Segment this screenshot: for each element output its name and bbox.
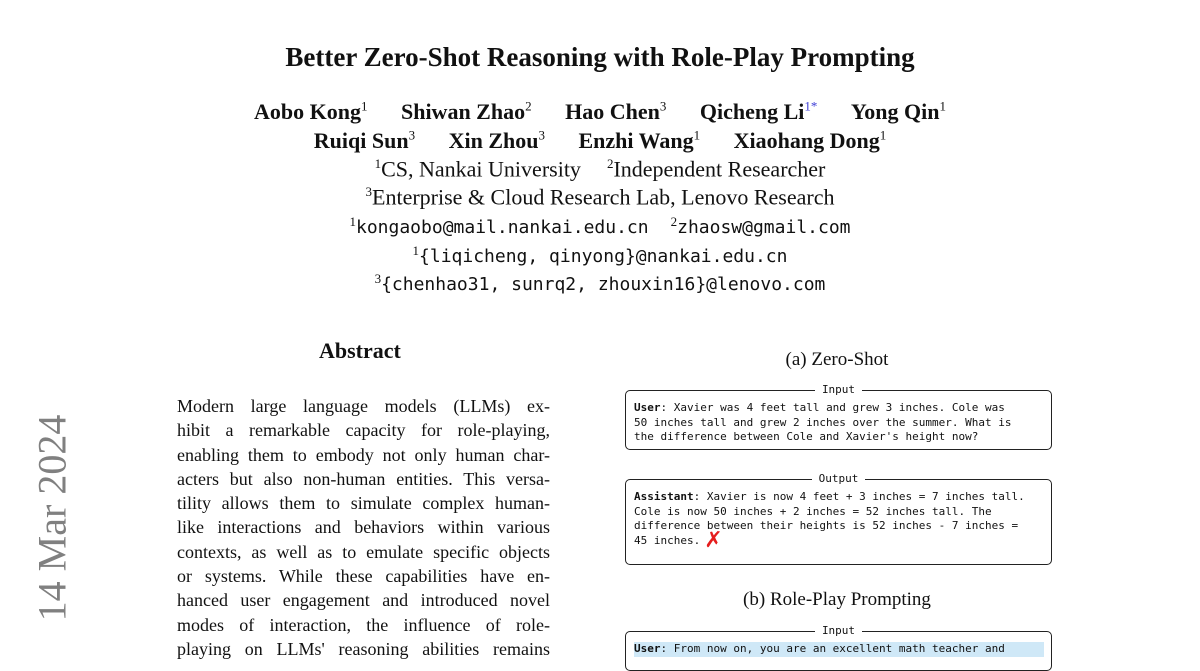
box-title: Input bbox=[815, 383, 862, 396]
zero-shot-input-box: Input User: Xavier was 4 feet tall and grew 3 inches. Cole was 50 inches tall and grew 2 inches over the summer. What is the difference between Cole and Xavier's height now? bbox=[625, 390, 1052, 450]
user-tag: User bbox=[634, 401, 661, 414]
affiliation-line-1: $^1$CS, Nankai University $^2$Independent Researcher bbox=[374, 156, 826, 182]
email-link[interactable]: {liqicheng, qinyong}@nankai.edu.cn bbox=[419, 246, 788, 267]
box-title: Output bbox=[812, 472, 866, 485]
abstract-line: Modern large language models (LLMs) ex- bbox=[177, 396, 550, 416]
box-title: Input bbox=[815, 624, 862, 637]
author: Qicheng $Li^{1*}$ bbox=[699, 99, 818, 125]
abstract-line: playing on LLMs' reasoning abilities remains bbox=[177, 638, 550, 659]
affiliation-line-2: $^3$Enterprise & Cloud Research Lab, Lenovo Research bbox=[365, 184, 835, 210]
abstract-line: tility allows them to simulate complex human- bbox=[177, 493, 550, 514]
figure-label-zero-shot: (a) Zero-Shot bbox=[785, 349, 889, 370]
email-link[interactable]: zhaosw@gmail.com bbox=[677, 217, 851, 238]
abstract-line: contexts, as well as to emulate specific objects bbox=[177, 541, 550, 562]
abstract-line: enabling them to embody not only human char- bbox=[177, 444, 550, 465]
zero-shot-output-box: Output Assistant: Xavier is now 4 feet + 3 inches = 7 inches tall. Cole is now 50 inches + 2 inches = 52 inches tall. The difference between their heights is 52 inches - 7 inches = 45 inches. ✗ bbox=[625, 479, 1052, 565]
author-line-1 bbox=[0, 99, 1200, 125]
author: Shiwan Zhao$^2$ bbox=[400, 99, 532, 125]
author: Yong Qin$^1$ bbox=[850, 99, 947, 125]
abstract-line: hibit a remarkable capacity for role-playing, bbox=[177, 420, 550, 441]
email-line-1: $^1$kongaobo@mail.nankai.edu.cn $^2$zhaosw@gmail.com bbox=[349, 214, 851, 238]
abstract-heading: Abstract bbox=[319, 338, 401, 363]
email-line-2: $^1${liqicheng, qinyong}@nankai.edu.cn bbox=[412, 243, 788, 267]
role-play-input-box: Input User: From now on, you are an excellent math teacher and bbox=[625, 631, 1052, 671]
author-line-2 bbox=[0, 128, 1200, 154]
abstract-line: modes of interaction, the influence of role- bbox=[177, 614, 550, 635]
user-tag: User bbox=[634, 642, 661, 655]
author: Aobo Kong$^1$ bbox=[253, 99, 368, 125]
abstract-line: acters but also non-human entities. This versa- bbox=[177, 468, 550, 489]
figure-label-role-play: (b) Role-Play Prompting bbox=[743, 589, 931, 610]
author: Xiaohang Dong$^1$ bbox=[733, 128, 887, 154]
abstract-line: hanced user engagement and introduced novel bbox=[177, 590, 550, 611]
assistant-tag: Assistant bbox=[634, 490, 694, 503]
wrong-mark-icon: ✗ bbox=[704, 527, 723, 553]
author: Xin Zhou$^3$ bbox=[448, 128, 545, 154]
email-link[interactable]: kongaobo@mail.nankai.edu.cn bbox=[356, 217, 649, 238]
email-line-3: $^3${chenhao31, sunrq2, zhouxin16}@lenovo.com bbox=[374, 271, 826, 295]
author: Hao Chen$^3$ bbox=[565, 99, 667, 125]
abstract-body bbox=[177, 394, 550, 661]
abstract-line: or systems. While these capabilities have en- bbox=[177, 566, 550, 587]
abstract-line: like interactions and behaviors within various bbox=[177, 517, 550, 538]
author: Ruiqi Sun$^3$ bbox=[313, 128, 416, 154]
email-link[interactable]: {chenhao31, sunrq2, zhouxin16}@lenovo.com bbox=[381, 274, 826, 295]
arxiv-date-stamp: 14 Mar 2024 bbox=[29, 414, 75, 622]
paper-title: Better Zero-Shot Reasoning with Role-Play Prompting bbox=[285, 42, 915, 72]
author: Enzhi Wang$^1$ bbox=[578, 128, 701, 154]
